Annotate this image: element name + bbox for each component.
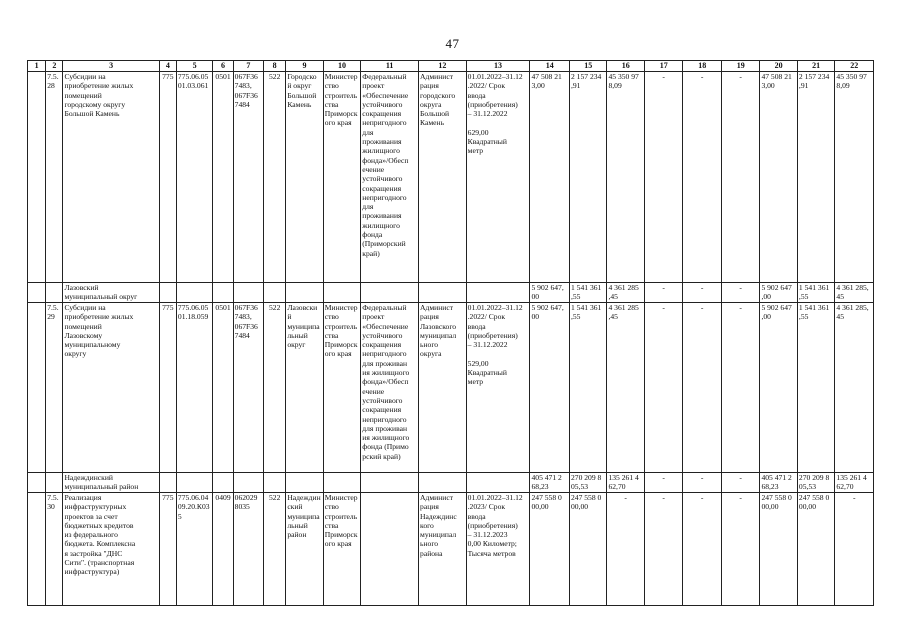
table-cell: Федеральный проект «Обеспечение устойчивого сокращения непригодного для проживан ия жилищного фонда»/Обесп ечение устойчивого сокращения непригодного для проживан ия жилищного фонда (Примо рский край) <box>361 303 419 473</box>
column-header: 19 <box>721 61 760 72</box>
table-cell <box>264 283 286 303</box>
table-cell: 4 361 285 ,45 <box>607 303 644 473</box>
table-cell: Админист рация Надеждинс кого муниципал ьного района <box>419 493 467 606</box>
table-cell <box>28 493 46 606</box>
table-cell: 775.06.05 01.03.061 <box>176 72 212 283</box>
table-cell: - <box>644 283 683 303</box>
table-cell: 522 <box>264 493 286 606</box>
table-cell <box>213 473 233 493</box>
table-cell: Министер ство строитель ства Приморск ого края <box>323 493 360 606</box>
table-cell: 067F36 7483, 067F36 7484 <box>233 72 263 283</box>
column-header: 3 <box>63 61 159 72</box>
table-cell <box>28 303 46 473</box>
table-cell <box>286 473 323 493</box>
budget-table <box>27 60 874 606</box>
column-header: 18 <box>683 61 722 72</box>
column-header: 7 <box>233 61 263 72</box>
table-cell: 01.01.2022–31.12 .2022/ Срок ввода (приобретения) – 31.12.2022 529,00 Квадратный метр <box>466 303 530 473</box>
table-cell: 1 541 361 ,55 <box>569 303 606 473</box>
table-cell: Админист рация Лазовского муниципал ьного округа <box>419 303 467 473</box>
table-cell: 247 558 0 00,00 <box>760 493 797 606</box>
table-cell: 1 541 361 ,55 <box>797 303 834 473</box>
table-cell: - <box>644 303 683 473</box>
table-cell: - <box>683 303 722 473</box>
table-cell: 45 350 97 8,09 <box>835 72 874 283</box>
table-row <box>28 72 874 283</box>
column-header: 17 <box>644 61 683 72</box>
table-cell: 405 471 2 68,23 <box>530 473 570 493</box>
table-cell: 062029 8035 <box>233 493 263 606</box>
column-header: 8 <box>264 61 286 72</box>
table-cell: Субсидии на приобретение жилых помещений Лазовскому муниципальному округу <box>63 303 159 473</box>
table-cell: Субсидии на приобретение жилых помещений городскому округу Большой Камень <box>63 72 159 283</box>
table-cell: 522 <box>264 72 286 283</box>
table-cell <box>361 493 419 606</box>
table-cell: 4 361 285, 45 <box>835 303 874 473</box>
table-cell: 7.5.30 <box>46 493 63 606</box>
table-cell <box>213 283 233 303</box>
table-cell: 5 902 647 ,00 <box>760 283 797 303</box>
table-cell: 2 157 234 ,91 <box>569 72 606 283</box>
table-cell: 775.06.04 09.20.К03 5 <box>176 493 212 606</box>
column-header: 21 <box>797 61 834 72</box>
table-cell <box>466 283 530 303</box>
table-cell: - <box>683 283 722 303</box>
table-cell: 270 209 8 05,53 <box>797 473 834 493</box>
table-cell: 1 541 361 ,55 <box>569 283 606 303</box>
table-cell <box>286 283 323 303</box>
column-header: 2 <box>46 61 63 72</box>
table-cell <box>419 473 467 493</box>
table-cell: - <box>683 473 722 493</box>
column-header: 22 <box>835 61 874 72</box>
table-cell: 47 508 21 3,00 <box>760 72 797 283</box>
table-cell: 7.5.28 <box>46 72 63 283</box>
table-cell: 247 558 0 00,00 <box>569 493 606 606</box>
table-cell <box>323 283 360 303</box>
table-cell: 405 471 2 68,23 <box>760 473 797 493</box>
table-cell: 775 <box>159 72 176 283</box>
column-header: 6 <box>213 61 233 72</box>
table-cell: - <box>721 303 760 473</box>
table-cell: 5 902 647, 00 <box>530 283 570 303</box>
table-cell <box>264 473 286 493</box>
column-header: 10 <box>323 61 360 72</box>
table-row <box>28 493 874 606</box>
column-header: 11 <box>361 61 419 72</box>
table-cell: - <box>721 493 760 606</box>
table-cell <box>466 473 530 493</box>
table-cell <box>28 283 46 303</box>
table-cell: 4 361 285 ,45 <box>607 283 644 303</box>
table-cell: - <box>683 72 722 283</box>
table-cell <box>233 283 263 303</box>
subtotal-row <box>28 283 874 303</box>
table-cell: 270 209 8 05,53 <box>569 473 606 493</box>
table-cell: 247 558 0 00,00 <box>797 493 834 606</box>
table-cell <box>28 473 46 493</box>
table-cell: Лазовский муниципальный округ <box>63 283 159 303</box>
column-header-row <box>28 61 874 72</box>
column-header: 13 <box>466 61 530 72</box>
table-cell: 775.06.05 01.18.059 <box>176 303 212 473</box>
table-cell: - <box>644 473 683 493</box>
table-cell <box>46 283 63 303</box>
table-cell: Надеждинский муниципальный район <box>63 473 159 493</box>
table-cell <box>361 473 419 493</box>
table-cell: 775 <box>159 493 176 606</box>
table-cell <box>233 473 263 493</box>
table-cell <box>159 283 176 303</box>
table-cell: 2 157 234 ,91 <box>797 72 834 283</box>
table-cell: 45 350 97 8,09 <box>607 72 644 283</box>
table-cell: 47 508 21 3,00 <box>530 72 570 283</box>
table-cell <box>323 473 360 493</box>
table-cell: - <box>644 72 683 283</box>
table-cell: 067F36 7483, 067F36 7484 <box>233 303 263 473</box>
table-cell: 247 558 0 00,00 <box>530 493 570 606</box>
table-cell: Министер ство строитель ства Приморск ого края <box>323 303 360 473</box>
table-cell: Министер ство строитель ства Приморск ого края <box>323 72 360 283</box>
table-cell: Реализация инфраструктурных проектов за счет бюджетных кредитов из федерального бюджета. Комплексна я застройка "ДНС Сити". (транспортная инфраструктура) <box>63 493 159 606</box>
table-cell: - <box>721 473 760 493</box>
table-cell: 01.01.2022–31.12 .2023/ Срок ввода (приобретения) – 31.12.2023 0,00 Километр; Тысяча метров <box>466 493 530 606</box>
subtotal-row <box>28 473 874 493</box>
table-cell: 1 541 361 ,55 <box>797 283 834 303</box>
table-cell <box>28 72 46 283</box>
column-header: 12 <box>419 61 467 72</box>
table-cell: 775 <box>159 303 176 473</box>
table-cell: - <box>835 493 874 606</box>
column-header: 1 <box>28 61 46 72</box>
table-cell: Надеждин ский муниципа льный район <box>286 493 323 606</box>
table-cell <box>159 473 176 493</box>
table-cell: Админист рация городского округа Большой Камень <box>419 72 467 283</box>
page-number: 47 <box>445 36 460 51</box>
table-cell: Федеральный проект «Обеспечение устойчивого сокращения непригодного для проживания жилищного фонда»/Обесп ечение устойчивого сокращения непригодного для проживания жилищного фонда (Приморский край) <box>361 72 419 283</box>
table-cell: - <box>721 283 760 303</box>
table-cell: Городско й округ Большой Камень <box>286 72 323 283</box>
table-cell: 0501 <box>213 303 233 473</box>
column-header: 14 <box>530 61 570 72</box>
table-cell: 522 <box>264 303 286 473</box>
table-cell <box>361 283 419 303</box>
table-cell: 0409 <box>213 493 233 606</box>
table-cell: 0501 <box>213 72 233 283</box>
column-header: 5 <box>176 61 212 72</box>
table-cell <box>46 473 63 493</box>
table-cell <box>176 283 212 303</box>
column-header: 20 <box>760 61 797 72</box>
table-cell: 135 261 4 62,70 <box>835 473 874 493</box>
table-cell <box>176 473 212 493</box>
table-cell: 135 261 4 62,70 <box>607 473 644 493</box>
table-cell: 4 361 285, 45 <box>835 283 874 303</box>
table-cell: 7.5.29 <box>46 303 63 473</box>
table-cell: 01.01.2022–31.12 .2022/ Срок ввода (приобретения) – 31.12.2022 629,00 Квадратный метр <box>466 72 530 283</box>
table-cell: - <box>721 72 760 283</box>
column-header: 15 <box>569 61 606 72</box>
column-header: 4 <box>159 61 176 72</box>
table-row <box>28 303 874 473</box>
table-cell: Лазовски й муниципа льный округ <box>286 303 323 473</box>
column-header: 16 <box>607 61 644 72</box>
table-cell: - <box>607 493 644 606</box>
table-cell: - <box>683 493 722 606</box>
column-header: 9 <box>286 61 323 72</box>
table-cell: 5 902 647 ,00 <box>760 303 797 473</box>
table-cell: - <box>644 493 683 606</box>
table-cell: 5 902 647, 00 <box>530 303 570 473</box>
table-cell <box>419 283 467 303</box>
